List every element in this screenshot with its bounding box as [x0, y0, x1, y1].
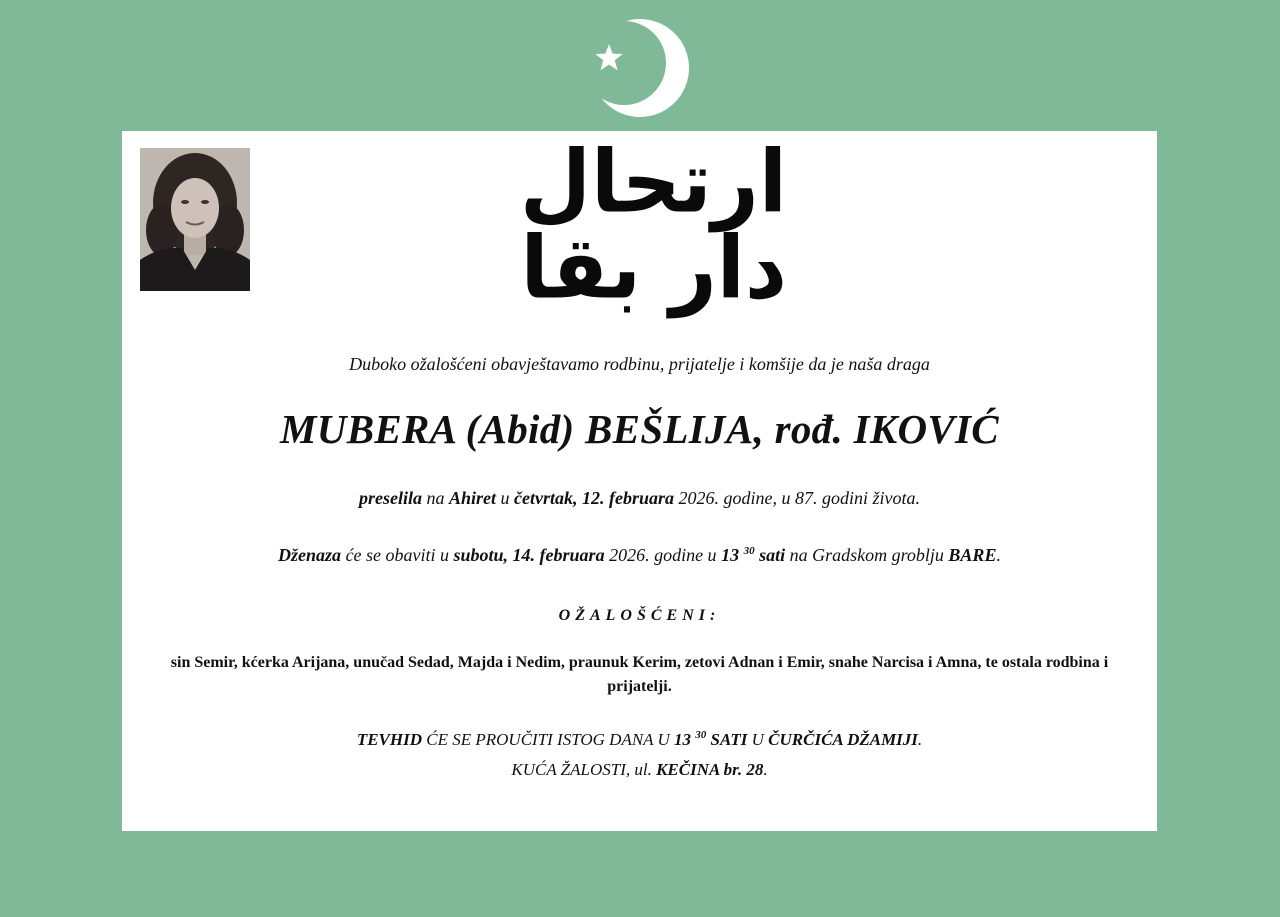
tevhid-minutes: 30 — [695, 729, 707, 741]
tevhid-line — [122, 730, 1157, 750]
death-verb: preselila — [359, 488, 422, 508]
funeral-text-2: će se obaviti u — [341, 545, 454, 565]
mourners-title: OŽALOŠĆENI: — [558, 607, 721, 624]
maiden-name: IKOVIĆ — [853, 406, 999, 452]
tevhid-label: TEVHID — [356, 730, 423, 749]
first-name: MUBERA — [280, 406, 456, 452]
funeral-date: subotu, 14. februara — [453, 545, 605, 565]
funeral-text-8: . — [996, 545, 1001, 565]
intro-text: Duboko ožalošćeni obavještavamo rodbinu, prijatelje i komšije da je naša draga — [349, 354, 930, 374]
death-date: četvrtak, 12. februara — [514, 488, 674, 508]
funeral-line — [122, 545, 1157, 566]
tevhid-text-2: ĆE SE PROUČITI ISTOG DANA U — [422, 730, 675, 749]
funeral-minutes: 30 — [743, 545, 755, 557]
house-text-3: . — [763, 760, 768, 779]
arabic-calligraphy: ارتحال دار بقا — [519, 132, 787, 319]
funeral-sati: sati — [759, 545, 786, 565]
funeral-label: Dženaza — [278, 545, 342, 565]
death-text-2: na — [422, 488, 449, 508]
born-label: rođ. — [774, 406, 843, 452]
house-line — [122, 760, 1157, 780]
funeral-text-6: na Gradskom groblju — [785, 545, 949, 565]
cemetery-name: BARE — [948, 545, 997, 565]
tevhid-text-6: . — [917, 730, 923, 749]
ahiret: Ahiret — [449, 488, 497, 508]
obituary-card — [122, 131, 1157, 831]
tevhid-hour: 13 — [674, 730, 692, 749]
house-label: KUĆA ŽALOSTI, ul. — [511, 760, 657, 779]
surname: BEŠLIJA, — [585, 406, 765, 452]
funeral-text-4: 2026. godine u — [604, 545, 722, 565]
mourners-list: sin Semir, kćerka Arijana, unučad Sedad, Majda i Nedim, praunuk Kerim, zetovi Adnan i Emir, snahe Narcisa i Amna, te ostala rodbina i prijatelji. — [170, 654, 1109, 695]
crescent-star-icon — [586, 16, 696, 120]
tevhid-text-4: U — [747, 730, 769, 749]
deceased-name — [122, 405, 1157, 453]
death-text-4: u — [496, 488, 515, 508]
death-text-6: 2026. godine, u 87. godini života. — [674, 488, 920, 508]
portrait-photo — [140, 148, 250, 291]
house-address: KEČINA br. 28 — [656, 760, 764, 779]
funeral-hour: 13 — [721, 545, 740, 565]
father-name: (Abid) — [465, 406, 575, 452]
tevhid-sati: SATI — [710, 730, 748, 749]
death-line — [122, 488, 1157, 509]
mosque-name: ČURČIĆA DŽAMIJI — [768, 730, 918, 749]
